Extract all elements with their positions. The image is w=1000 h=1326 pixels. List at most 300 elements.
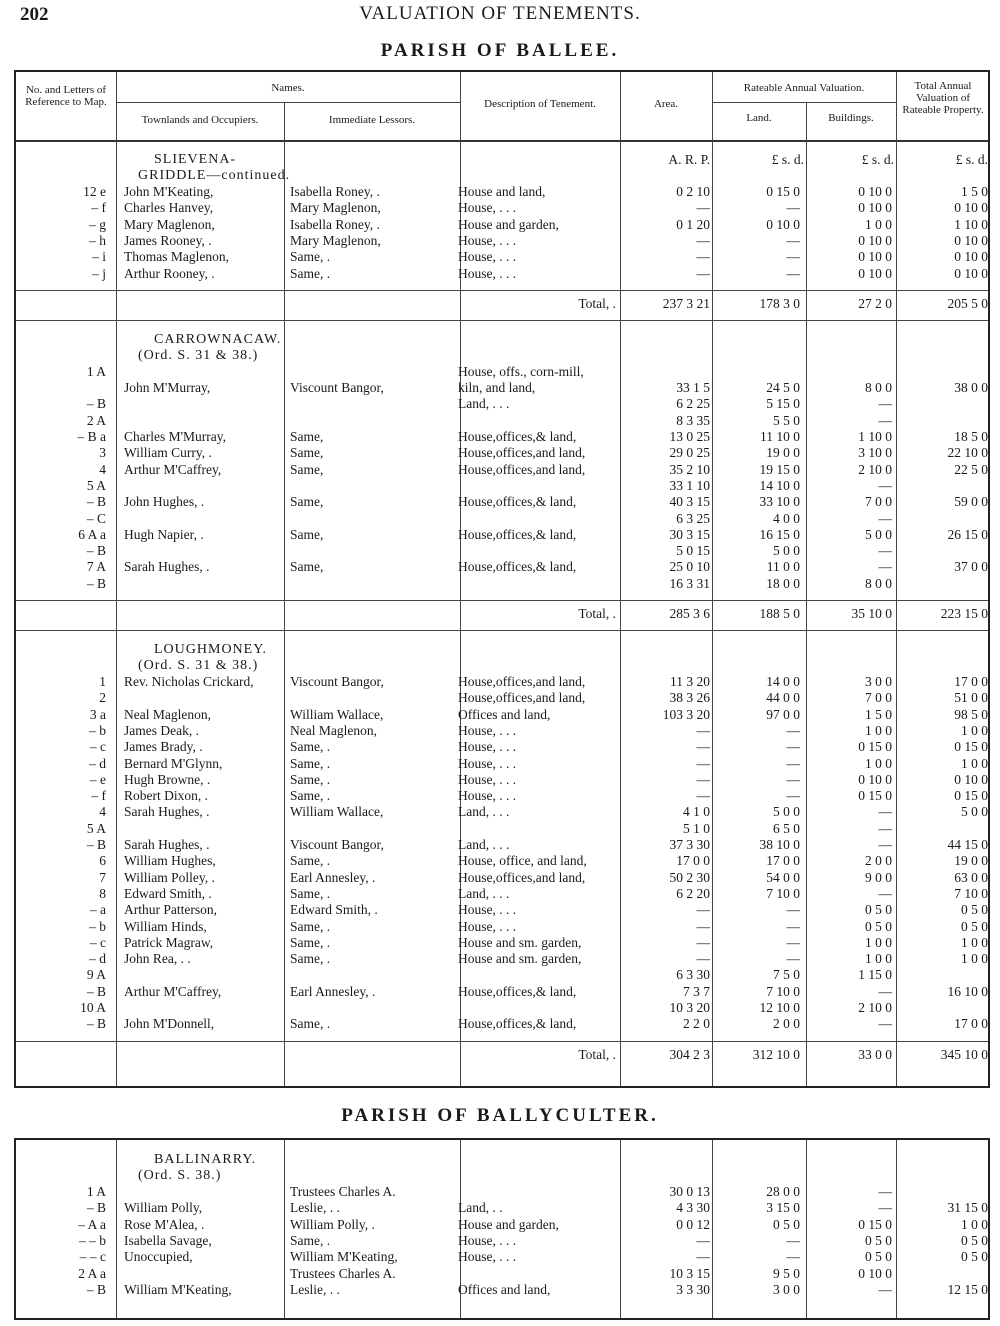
map-reference: 7 A [86,559,106,575]
map-reference: 8 [99,885,106,901]
land-valuation: — [786,265,800,281]
lessor-name: Isabella Roney, . [290,184,380,199]
area-value: — [696,200,710,216]
land-valuation: — [786,1232,800,1248]
tenement-description: House,offices,and land, [458,869,586,885]
lessor-name: Earl Annesley, . [290,983,376,999]
buildings-valuation: — [878,820,892,836]
buildings-valuation: 2 10 0 [858,1000,892,1015]
land-valuation: 5 0 0 [773,543,800,559]
total-valuation: 98 5 0 [954,706,988,722]
map-reference: 6 A a [78,526,106,542]
total-area: 304 2 3 [669,1046,710,1062]
tenement-description: House, . . . [458,755,517,771]
buildings-valuation: 0 10 0 [858,184,892,199]
buildings-valuation: 0 15 0 [858,739,892,755]
land-valuation: 33 10 0 [759,494,800,510]
total-valuation: 26 15 0 [947,526,988,542]
buildings-valuation: 2 10 0 [858,461,892,477]
buildings-valuation: — [878,412,892,428]
lessor-name: Same, . [290,249,331,265]
total-label: Total, . [578,295,616,311]
header-land: Land. [746,112,772,124]
valuation-table-ballyculter [14,1138,990,1320]
total-valuation: 19 0 0 [954,853,988,869]
area-value: 103 3 20 [662,706,710,722]
land-valuation: — [786,232,800,248]
unit-land: £ s. d. [771,152,804,167]
area-value: 8 3 35 [676,412,710,428]
occupier-name: Charles M'Murray, [124,429,227,444]
map-reference: – i [92,249,106,265]
row-separator [16,600,988,601]
total-valuation: 0 15 0 [954,739,988,755]
buildings-valuation: 1 15 0 [858,967,892,983]
lessor-name: Same, . [290,788,331,804]
buildings-valuation: 1 5 0 [865,706,892,722]
total-total: 345 10 0 [940,1046,988,1062]
tenement-description: Land, . . . [458,885,510,901]
total-valuation: 1 5 0 [961,184,988,199]
total-valuation: 0 10 0 [954,200,988,216]
land-valuation: 4 0 0 [773,510,800,526]
buildings-valuation: 1 0 0 [865,722,892,738]
map-reference: – f [91,200,106,216]
buildings-valuation: 3 10 0 [858,445,892,461]
occupier-name: Bernard M'Glynn, [124,755,223,771]
lessor-name: Same, [290,461,324,477]
total-valuation: 38 0 0 [954,380,988,396]
townland-subname: (Ord. S. 31 & 38.) [138,658,259,673]
area-value: 0 0 12 [676,1216,710,1232]
tenement-description: House,offices,and land, [458,674,586,689]
land-valuation: — [786,755,800,771]
land-valuation: 5 0 0 [773,804,800,820]
lessor-name: William M'Keating, [290,1249,398,1265]
area-value: 50 2 30 [669,869,710,885]
lessor-name: Trustees Charles A. [290,1265,396,1281]
total-valuation: 0 10 0 [954,771,988,787]
land-valuation: 97 0 0 [766,706,800,722]
map-reference: – c [89,934,106,950]
map-reference: – B [86,543,106,559]
total-valuation: 44 15 0 [947,837,988,852]
header-total: Total Annual Valuation of Rateable Property. [902,80,984,116]
lessor-name: Leslie, . . [290,1200,340,1216]
total-valuation: 59 0 0 [954,494,988,510]
area-value: 6 3 25 [676,510,710,526]
buildings-valuation: 0 5 0 [865,902,892,918]
area-value: — [696,934,710,950]
map-reference: – B [86,396,106,412]
buildings-valuation: 1 0 0 [865,934,892,950]
map-reference: – B [86,1200,106,1216]
area-value: 17 0 0 [676,853,710,869]
tenement-description: House,offices,and land, [458,445,586,461]
area-value: 4 1 0 [683,804,710,820]
occupier-name: Hugh Browne, . [124,771,211,787]
valuation-table-ballee [14,70,990,1088]
row-separator [16,630,988,631]
map-reference: – B [86,575,106,591]
lessor-name: Viscount Bangor, [290,674,384,689]
area-value: — [696,265,710,281]
townland-name: BALLINARRY. [154,1152,257,1167]
tenement-description: House, . . . [458,265,517,281]
land-valuation: — [786,934,800,950]
header-area: Area. [653,98,679,110]
area-value: — [696,951,710,967]
area-value: 5 1 0 [683,820,710,836]
buildings-valuation: 1 0 0 [865,216,892,232]
buildings-valuation: — [878,543,892,559]
total-valuation: 0 5 0 [961,902,988,918]
townland-subname: GRIDDLE—continued. [138,168,291,183]
lessor-name: Same, . [290,771,331,787]
total-land: 312 10 0 [752,1046,800,1062]
tenement-description: House, . . . [458,722,517,738]
buildings-valuation: — [878,559,892,575]
map-reference: – j [92,265,106,281]
lessor-name: Edward Smith, . [290,902,378,918]
map-reference: 6 [99,853,106,869]
lessor-name: Same, . [290,934,331,950]
land-valuation: 19 15 0 [759,461,800,477]
map-reference: – f [91,788,106,804]
page-header [0,0,1000,30]
tenement-description: House,offices,and land, [458,690,586,706]
tenement-description: House,offices,& land, [458,429,577,444]
map-reference: – h [89,232,106,248]
area-value: 7 3 7 [683,983,710,999]
total-valuation: 31 15 0 [947,1200,988,1216]
townland-subname: (Ord. S. 31 & 38.) [138,347,259,363]
occupier-name: William M'Keating, [124,1281,232,1297]
total-valuation: 0 5 0 [961,1249,988,1265]
buildings-valuation: — [878,1184,892,1199]
area-value: 3 3 30 [676,1281,710,1297]
tenement-description: House and garden, [458,1216,559,1232]
lessor-name: Same, [290,429,324,444]
buildings-valuation: — [878,804,892,820]
occupier-name: James Brady, . [124,739,203,755]
occupier-name: John Rea, . . [124,951,191,967]
total-label: Total, . [578,606,616,621]
lessor-name: Same, . [290,885,331,901]
land-valuation: — [786,918,800,934]
total-buildings: 35 10 0 [851,606,892,621]
unit-buildings: £ s. d. [861,152,894,167]
total-valuation: 0 10 0 [954,249,988,265]
land-valuation: — [786,951,800,967]
lessor-name: Viscount Bangor, [290,380,384,396]
buildings-valuation: 0 10 0 [858,200,892,216]
area-value: — [696,249,710,265]
header-names: Names. [271,82,305,94]
map-reference: – g [89,216,106,232]
total-valuation: 1 0 0 [961,1216,988,1232]
area-value: 11 3 20 [670,674,710,689]
area-value: — [696,902,710,918]
total-buildings: 27 2 0 [858,295,892,311]
tenement-description: Land, . . . [458,804,510,820]
land-valuation: — [786,249,800,265]
total-valuation: 1 10 0 [954,216,988,232]
tenement-description: House, . . . [458,1232,517,1248]
townland-subname: (Ord. S. 38.) [138,1168,222,1183]
tenement-description: House, . . . [458,771,517,787]
land-valuation: 0 5 0 [773,1216,800,1232]
lessor-name: William Wallace, [290,804,384,820]
total-valuation: 0 10 0 [954,232,988,248]
land-valuation: 6 5 0 [773,820,800,836]
lessor-name: Viscount Bangor, [290,837,384,852]
map-reference: 2 [99,690,106,706]
occupier-name: Unoccupied, [124,1249,193,1265]
area-value: 33 1 10 [669,477,710,493]
occupier-name: Mary Maglenon, [124,216,215,232]
total-valuation: 17 0 0 [954,674,988,689]
occupier-name: William Polly, [124,1200,203,1216]
lessor-name: Mary Maglenon, [290,232,381,248]
buildings-valuation: — [878,885,892,901]
lessor-name: Same, [290,526,324,542]
lessor-name: Same, . [290,739,331,755]
area-value: 6 2 20 [676,885,710,901]
area-value: 38 3 26 [669,690,710,706]
map-reference: 2 A [86,412,106,428]
total-area: 237 3 21 [662,295,710,311]
map-reference: 4 [99,461,106,477]
header-ref: No. and Letters of Reference to Map. [25,84,107,108]
total-valuation: 16 10 0 [947,983,988,999]
buildings-valuation: — [878,1200,892,1216]
buildings-valuation: 0 10 0 [858,232,892,248]
land-valuation: 0 10 0 [766,216,800,232]
header-lessors: Immediate Lessors. [328,114,416,126]
map-reference: 5 A [86,820,106,836]
map-reference: – B [86,837,106,852]
tenement-description: House,offices,and land, [458,461,586,477]
lessor-name: Same, [290,494,324,510]
lessor-name: Earl Annesley, . [290,869,376,885]
buildings-valuation: 0 15 0 [858,788,892,804]
area-value: 5 0 15 [676,543,710,559]
tenement-description: House, offs., corn-mill, [458,363,584,379]
land-valuation: 12 10 0 [759,1000,800,1015]
map-reference: 7 [99,869,106,885]
occupier-name: Arthur M'Caffrey, [124,983,222,999]
lessor-name: Mary Maglenon, [290,200,381,216]
unit-total: £ s. d. [955,152,988,167]
total-valuation: 1 0 0 [961,722,988,738]
land-valuation: 0 15 0 [766,184,800,199]
land-valuation: — [786,739,800,755]
occupier-name: Arthur Rooney, . [124,265,215,281]
area-value: 33 1 5 [676,380,710,396]
page-number: 202 [20,4,49,25]
total-valuation: 17 0 0 [954,1016,988,1032]
occupier-name: William Curry, . [124,445,212,461]
lessor-name: Same, [290,559,324,575]
total-valuation: 1 0 0 [961,951,988,967]
total-valuation: 51 0 0 [954,690,988,706]
tenement-description: House,offices,& land, [458,559,577,575]
buildings-valuation: 1 0 0 [865,951,892,967]
buildings-valuation: 2 0 0 [865,853,892,869]
land-valuation: 18 0 0 [766,575,800,591]
buildings-valuation: — [878,1281,892,1297]
total-valuation: 1 0 0 [961,755,988,771]
land-valuation: 54 0 0 [766,869,800,885]
occupier-name: Charles Hanvey, [124,200,214,216]
land-valuation: 11 10 0 [760,429,800,444]
occupier-name: John M'Murray, [124,380,211,396]
map-reference: – – b [79,1232,106,1248]
buildings-valuation: 9 0 0 [865,869,892,885]
tenement-description: Land, . . . [458,396,510,412]
occupier-name: Sarah Hughes, . [124,837,210,852]
lessor-name: Isabella Roney, . [290,216,380,232]
buildings-valuation: 0 10 0 [858,249,892,265]
land-valuation: 7 10 0 [766,885,800,901]
occupier-name: James Rooney, . [124,232,212,248]
buildings-valuation: 8 0 0 [865,380,892,396]
tenement-description: House and sm. garden, [458,951,582,967]
occupier-name: William Hughes, [124,853,216,869]
total-valuation: 0 10 0 [954,265,988,281]
tenement-description: House, . . . [458,918,517,934]
land-valuation: 3 0 0 [773,1281,800,1297]
area-value: 16 3 31 [669,575,710,591]
map-reference: – a [89,902,106,918]
lessor-name: Same, . [290,755,331,771]
occupier-name: Arthur M'Caffrey, [124,461,222,477]
occupier-name: James Deak, . [124,722,199,738]
map-reference: – b [89,918,106,934]
buildings-valuation: — [878,510,892,526]
land-valuation: — [786,771,800,787]
lessor-name: Same, [290,445,324,461]
area-value: 0 2 10 [676,184,710,199]
tenement-description: House,offices,& land, [458,526,577,542]
area-value: 13 0 25 [669,429,710,444]
occupier-name: Rev. Nicholas Crickard, [124,674,254,689]
total-valuation: 0 5 0 [961,918,988,934]
tenement-description: House and garden, [458,216,559,232]
land-valuation: — [786,722,800,738]
total-valuation: 18 5 0 [954,429,988,444]
total-label: Total, . [578,1046,616,1062]
buildings-valuation: 0 15 0 [858,1216,892,1232]
occupier-name: Arthur Patterson, [124,902,217,918]
map-reference: – c [89,739,106,755]
land-valuation: 44 0 0 [766,690,800,706]
lessor-name: Neal Maglenon, [290,722,377,738]
lessor-name: Same, . [290,1016,331,1032]
row-separator [16,290,988,291]
land-valuation: 14 10 0 [759,477,800,493]
map-reference: 1 A [86,1184,106,1199]
area-value: — [696,1232,710,1248]
map-reference: – e [89,771,106,787]
lessor-name: William Polly, . [290,1216,375,1232]
area-value: 29 0 25 [669,445,710,461]
land-valuation: 16 15 0 [759,526,800,542]
buildings-valuation: 0 10 0 [858,771,892,787]
lessor-name: Same, . [290,1232,331,1248]
tenement-description: House,offices,& land, [458,494,577,510]
buildings-valuation: 3 0 0 [865,674,892,689]
land-valuation: — [786,902,800,918]
total-valuation: 7 10 0 [954,885,988,901]
area-value: 30 0 13 [669,1184,710,1199]
area-value: — [696,232,710,248]
land-valuation: 14 0 0 [766,674,800,689]
lessor-name: Trustees Charles A. [290,1184,396,1199]
area-value: — [696,722,710,738]
buildings-valuation: — [878,983,892,999]
map-reference: 4 [99,804,106,820]
total-valuation: 1 0 0 [961,934,988,950]
total-valuation: 22 5 0 [954,461,988,477]
lessor-name: William Wallace, [290,706,384,722]
tenement-description: House,offices,& land, [458,1016,577,1032]
area-value: 6 2 25 [676,396,710,412]
lessor-name: Same, . [290,918,331,934]
buildings-valuation: 5 0 0 [865,526,892,542]
townland-name: CARROWNACAW. [154,331,282,347]
map-reference: 9 A [86,967,106,983]
occupier-name: John M'Keating, [124,184,214,199]
buildings-valuation: 0 5 0 [865,918,892,934]
buildings-valuation: 0 10 0 [858,265,892,281]
area-value: 25 0 10 [669,559,710,575]
total-buildings: 33 0 0 [858,1046,892,1062]
map-reference: 1 A [86,363,106,379]
map-reference: 12 e [83,184,106,199]
tenement-description: House, . . . [458,1249,517,1265]
tenement-description: kiln, and land, [458,380,536,396]
total-valuation: 12 15 0 [947,1281,988,1297]
map-reference: – B [86,494,106,510]
land-valuation: 24 5 0 [766,380,800,396]
header-townlands: Townlands and Occupiers. [141,114,259,126]
occupier-name: William Polley, . [124,869,215,885]
map-reference: – b [89,722,106,738]
map-reference: – A a [78,1216,106,1232]
total-total: 223 15 0 [940,606,988,621]
map-reference: – d [89,755,106,771]
map-reference: – B [86,983,106,999]
map-reference: 1 [99,674,106,689]
buildings-valuation: 7 0 0 [865,690,892,706]
tenement-description: Offices and land, [458,706,551,722]
area-value: 35 2 10 [669,461,710,477]
lessor-name: Same, . [290,265,331,281]
land-valuation: 2 0 0 [773,1016,800,1032]
area-value: — [696,739,710,755]
buildings-valuation: 7 0 0 [865,494,892,510]
occupier-name: Patrick Magraw, [124,934,214,950]
buildings-valuation: — [878,396,892,412]
townland-name: SLIEVENA- [154,152,237,167]
map-reference: – B [86,1281,106,1297]
area-value: 37 3 30 [669,837,710,852]
occupier-name: Thomas Maglenon, [124,249,229,265]
buildings-valuation: 1 10 0 [858,429,892,444]
land-valuation: 28 0 0 [766,1184,800,1199]
